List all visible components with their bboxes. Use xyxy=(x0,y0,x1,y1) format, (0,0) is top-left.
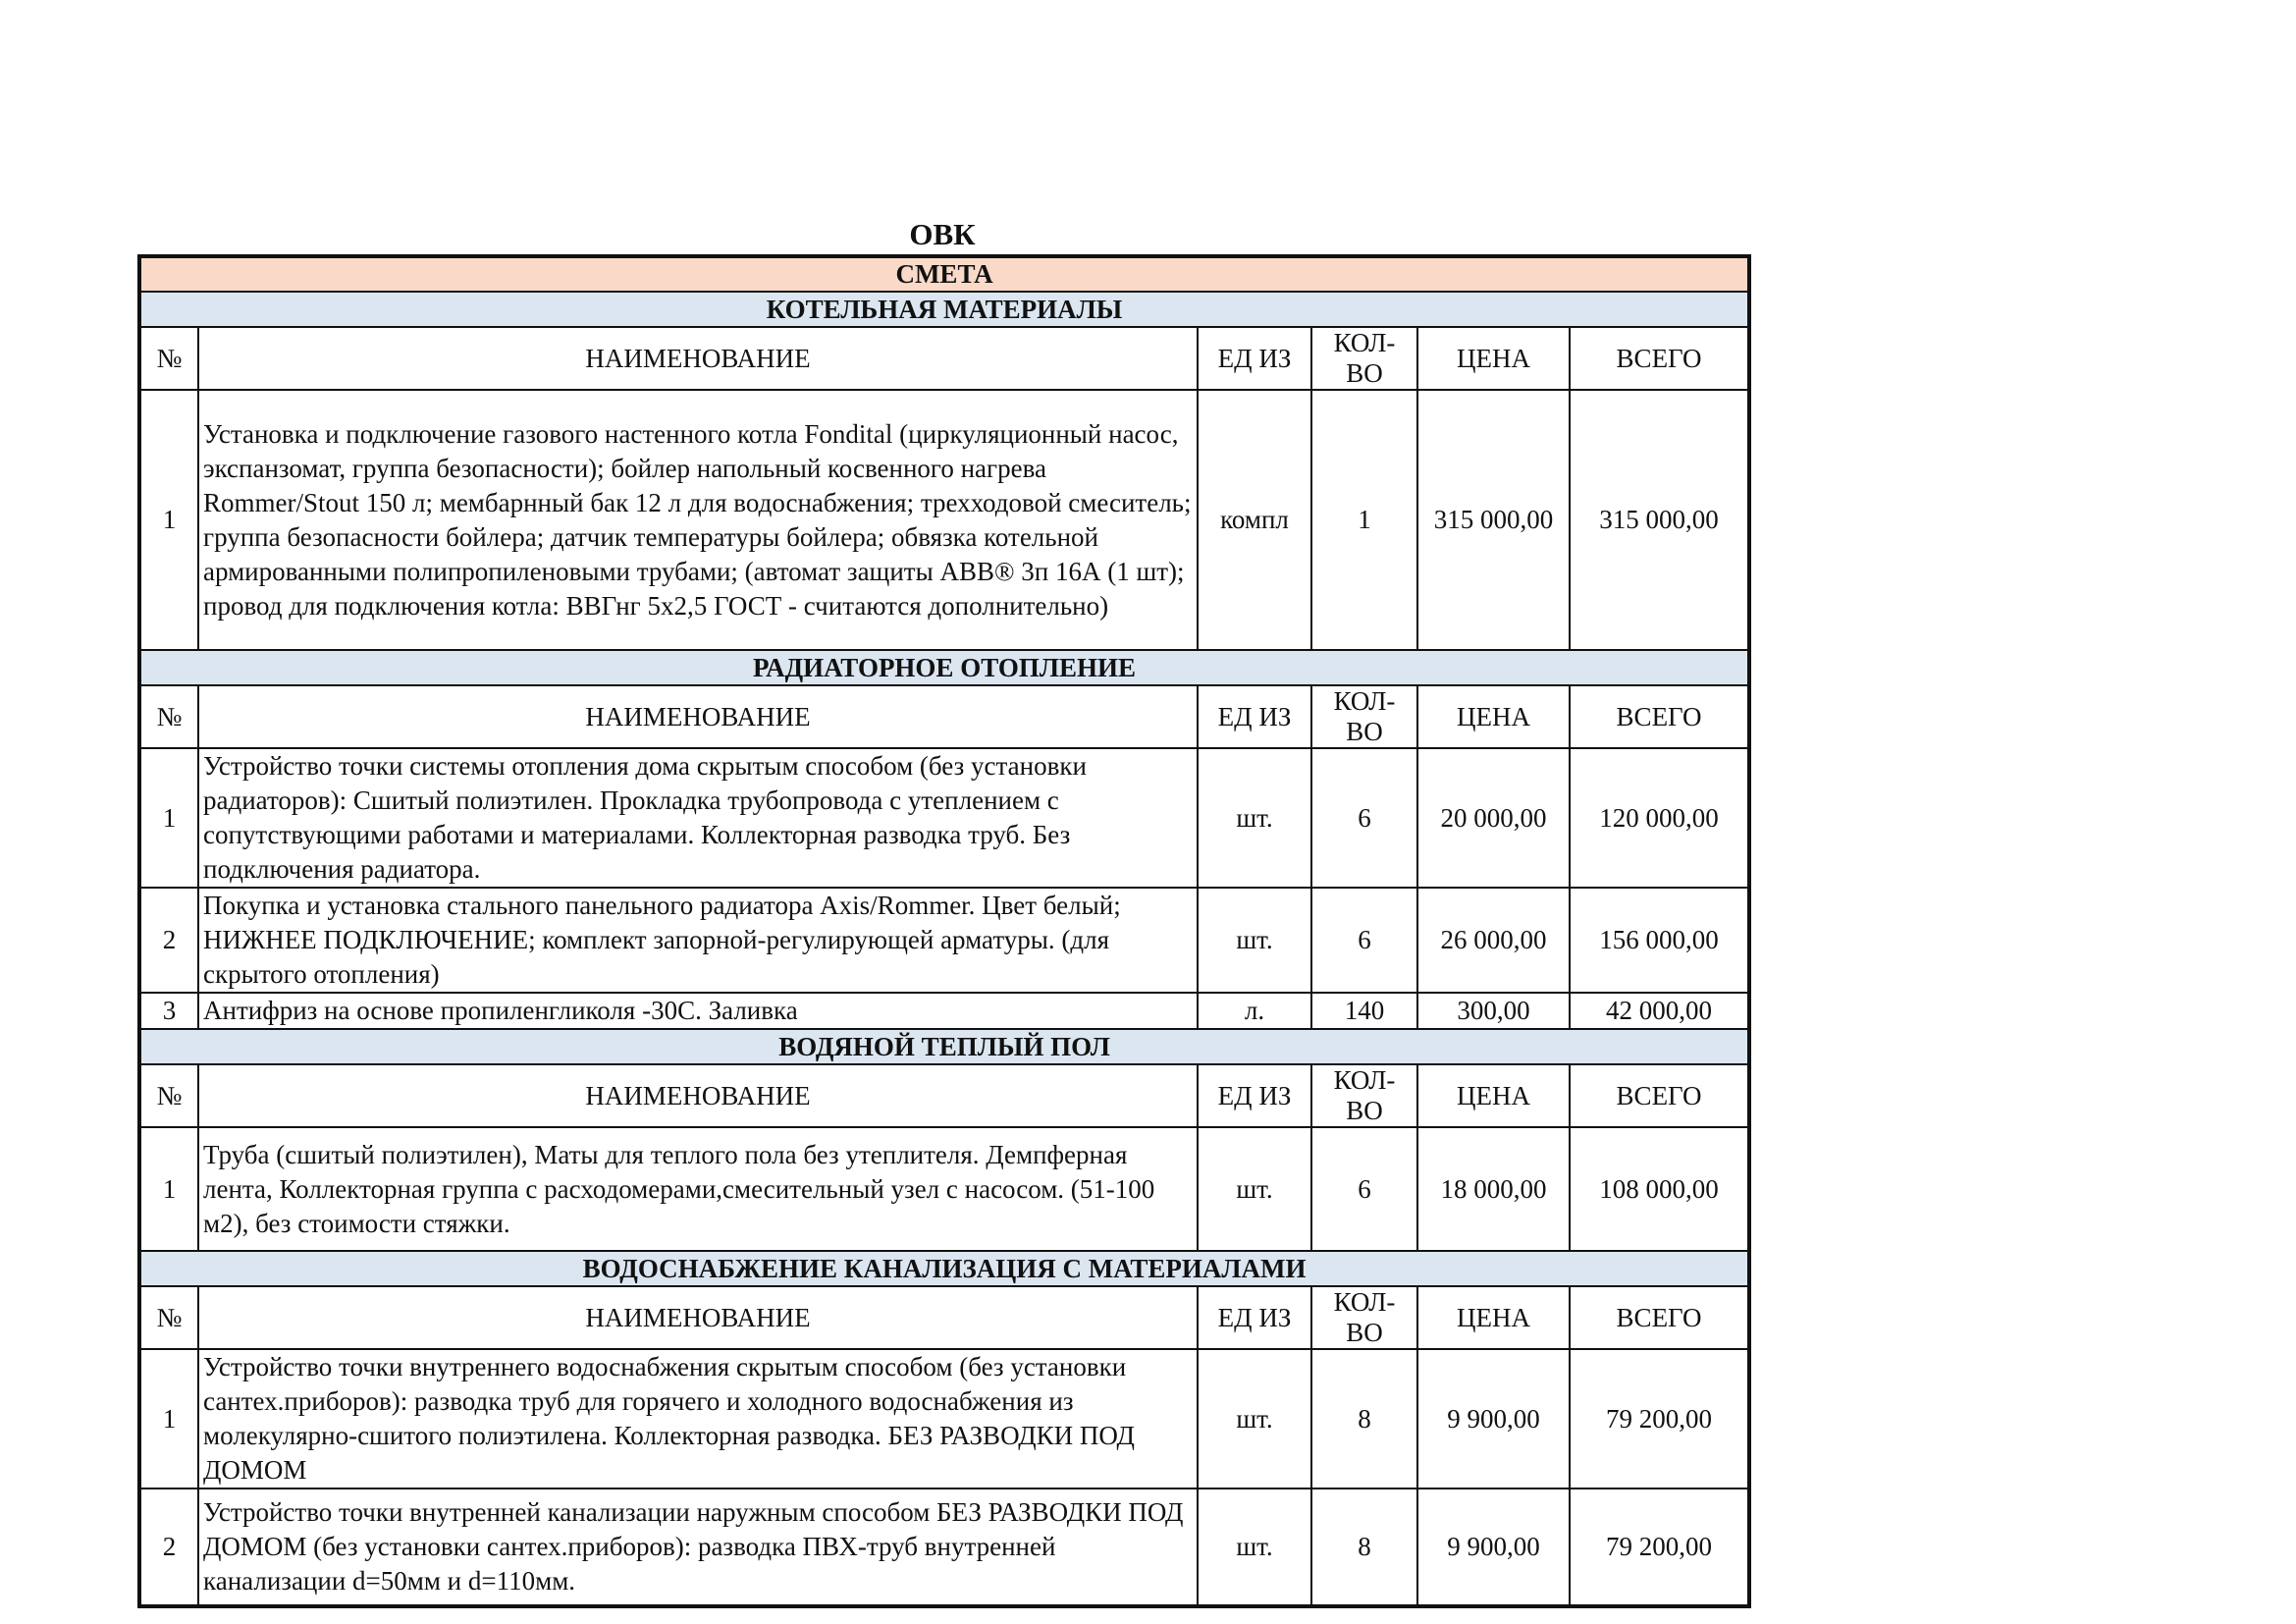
row-qty: 6 xyxy=(1311,888,1417,993)
column-header-row xyxy=(139,1286,1749,1349)
column-header-row xyxy=(139,1064,1749,1127)
col-header-unit: ЕД ИЗ xyxy=(1198,1064,1311,1127)
row-qty: 8 xyxy=(1311,1349,1417,1489)
col-header-qty: КОЛ-ВО xyxy=(1311,1064,1417,1127)
row-name: Устройство точки внутренней канализации наружным способом БЕЗ РАЗВОДКИ ПОД ДОМОМ (без установки сантех.приборов): разводка ПВХ-труб внутренней канализации d=50мм и d=110мм. xyxy=(198,1489,1198,1606)
row-total: 156 000,00 xyxy=(1570,888,1749,993)
table-row xyxy=(139,390,1749,650)
row-name: Антифриз на основе пропиленгликоля -30С. Заливка xyxy=(198,993,1198,1029)
col-header-total: ВСЕГО xyxy=(1570,685,1749,748)
col-header-price: ЦЕНА xyxy=(1417,685,1570,748)
row-unit: шт. xyxy=(1198,1489,1311,1606)
table-row xyxy=(139,748,1749,888)
row-num: 3 xyxy=(139,993,198,1029)
row-unit: шт. xyxy=(1198,1349,1311,1489)
column-header-row xyxy=(139,327,1749,390)
col-header-qty: КОЛ-ВО xyxy=(1311,327,1417,390)
row-qty: 6 xyxy=(1311,1127,1417,1251)
row-unit: шт. xyxy=(1198,1127,1311,1251)
col-header-num: № xyxy=(139,1064,198,1127)
row-price: 9 900,00 xyxy=(1417,1349,1570,1489)
col-header-total: ВСЕГО xyxy=(1570,1286,1749,1349)
row-price: 26 000,00 xyxy=(1417,888,1570,993)
row-unit: шт. xyxy=(1198,748,1311,888)
row-qty: 6 xyxy=(1311,748,1417,888)
col-header-num: № xyxy=(139,327,198,390)
row-num: 2 xyxy=(139,1489,198,1606)
row-price: 18 000,00 xyxy=(1417,1127,1570,1251)
col-header-name: НАИМЕНОВАНИЕ xyxy=(198,1064,1198,1127)
table-row xyxy=(139,888,1749,993)
table-row xyxy=(139,1349,1749,1489)
section-title-boiler-room: КОТЕЛЬНАЯ МАТЕРИАЛЫ xyxy=(139,292,1749,327)
col-header-total: ВСЕГО xyxy=(1570,1064,1749,1127)
col-header-price: ЦЕНА xyxy=(1417,1064,1570,1127)
row-price: 315 000,00 xyxy=(1417,390,1570,650)
section-title-floor-heating: ВОДЯНОЙ ТЕПЛЫЙ ПОЛ xyxy=(139,1029,1749,1064)
row-num: 1 xyxy=(139,748,198,888)
col-header-total: ВСЕГО xyxy=(1570,327,1749,390)
row-num: 1 xyxy=(139,1349,198,1489)
estimate-banner: СМЕТА xyxy=(139,256,1749,292)
row-unit: компл xyxy=(1198,390,1311,650)
col-header-num: № xyxy=(139,1286,198,1349)
col-header-price: ЦЕНА xyxy=(1417,1286,1570,1349)
row-num: 2 xyxy=(139,888,198,993)
page-title: ОВК xyxy=(909,217,976,251)
row-name: Покупка и установка стального панельного радиатора Axis/Rommer. Цвет белый; НИЖНЕЕ ПОДКЛЮЧЕНИЕ; комплект запорной-регулирующей арматуры. (для скрытого отопления) xyxy=(198,888,1198,993)
row-unit: л. xyxy=(1198,993,1311,1029)
row-qty: 1 xyxy=(1311,390,1417,650)
col-header-unit: ЕД ИЗ xyxy=(1198,327,1311,390)
row-name: Устройство точки системы отопления дома скрытым способом (без установки радиаторов): Сшитый полиэтилен. Прокладка трубопровода с утеплением с сопутствующими работами и материалами. Коллекторная разводка труб. Без подключения радиатора. xyxy=(198,748,1198,888)
row-name: Устройство точки внутреннего водоснабжения скрытым способом (без установки сантех.приборов): разводка труб для горячего и холодного водоснабжения из молекулярно-сшитого полиэтилена. Коллекторная разводка. БЕЗ РАЗВОДКИ ПОД ДОМОМ xyxy=(198,1349,1198,1489)
row-name: Установка и подключение газового настенного котла Fondital (циркуляционный насос, экспанзомат, группа безопасности); бойлер напольный косвенного нагрева Rommer/Stout 150 л; мембарнный бак 12 л для водоснабжения; трехходовой смеситель; группа безопасности бойлера; датчик температуры бойлера; обвязка котельной армированными полипропиленовыми трубами; (автомат защиты ABB® 3п 16А (1 шт); провод для подключения котла: ВВГнг 5х2,5 ГОСТ - считаются дополнительно) xyxy=(198,390,1198,650)
table-row xyxy=(139,1489,1749,1606)
row-total: 42 000,00 xyxy=(1570,993,1749,1029)
col-header-qty: КОЛ-ВО xyxy=(1311,685,1417,748)
row-price: 9 900,00 xyxy=(1417,1489,1570,1606)
row-total: 79 200,00 xyxy=(1570,1489,1749,1606)
estimate-table xyxy=(137,254,1751,1608)
col-header-name: НАИМЕНОВАНИЕ xyxy=(198,327,1198,390)
row-name: Труба (сшитый полиэтилен), Маты для теплого пола без утеплителя. Демпферная лента, Коллекторная группа с расходомерами,смесительный узел с насосом. (51-100 м2), без стоимости стяжки. xyxy=(198,1127,1198,1251)
row-total: 79 200,00 xyxy=(1570,1349,1749,1489)
table-row xyxy=(139,1127,1749,1251)
col-header-qty: КОЛ-ВО xyxy=(1311,1286,1417,1349)
row-price: 300,00 xyxy=(1417,993,1570,1029)
row-num: 1 xyxy=(139,390,198,650)
row-qty: 8 xyxy=(1311,1489,1417,1606)
table-row xyxy=(139,993,1749,1029)
row-unit: шт. xyxy=(1198,888,1311,993)
col-header-name: НАИМЕНОВАНИЕ xyxy=(198,1286,1198,1349)
col-header-price: ЦЕНА xyxy=(1417,327,1570,390)
column-header-row xyxy=(139,685,1749,748)
col-header-unit: ЕД ИЗ xyxy=(1198,1286,1311,1349)
row-total: 108 000,00 xyxy=(1570,1127,1749,1251)
row-total: 120 000,00 xyxy=(1570,748,1749,888)
col-header-name: НАИМЕНОВАНИЕ xyxy=(198,685,1198,748)
section-title-radiator-heating: РАДИАТОРНОЕ ОТОПЛЕНИЕ xyxy=(139,650,1749,685)
section-title-water-sewage: ВОДОСНАБЖЕНИЕ КАНАЛИЗАЦИЯ С МАТЕРИАЛАМИ xyxy=(139,1251,1749,1286)
row-total: 315 000,00 xyxy=(1570,390,1749,650)
col-header-unit: ЕД ИЗ xyxy=(1198,685,1311,748)
row-price: 20 000,00 xyxy=(1417,748,1570,888)
col-header-num: № xyxy=(139,685,198,748)
row-num: 1 xyxy=(139,1127,198,1251)
row-qty: 140 xyxy=(1311,993,1417,1029)
